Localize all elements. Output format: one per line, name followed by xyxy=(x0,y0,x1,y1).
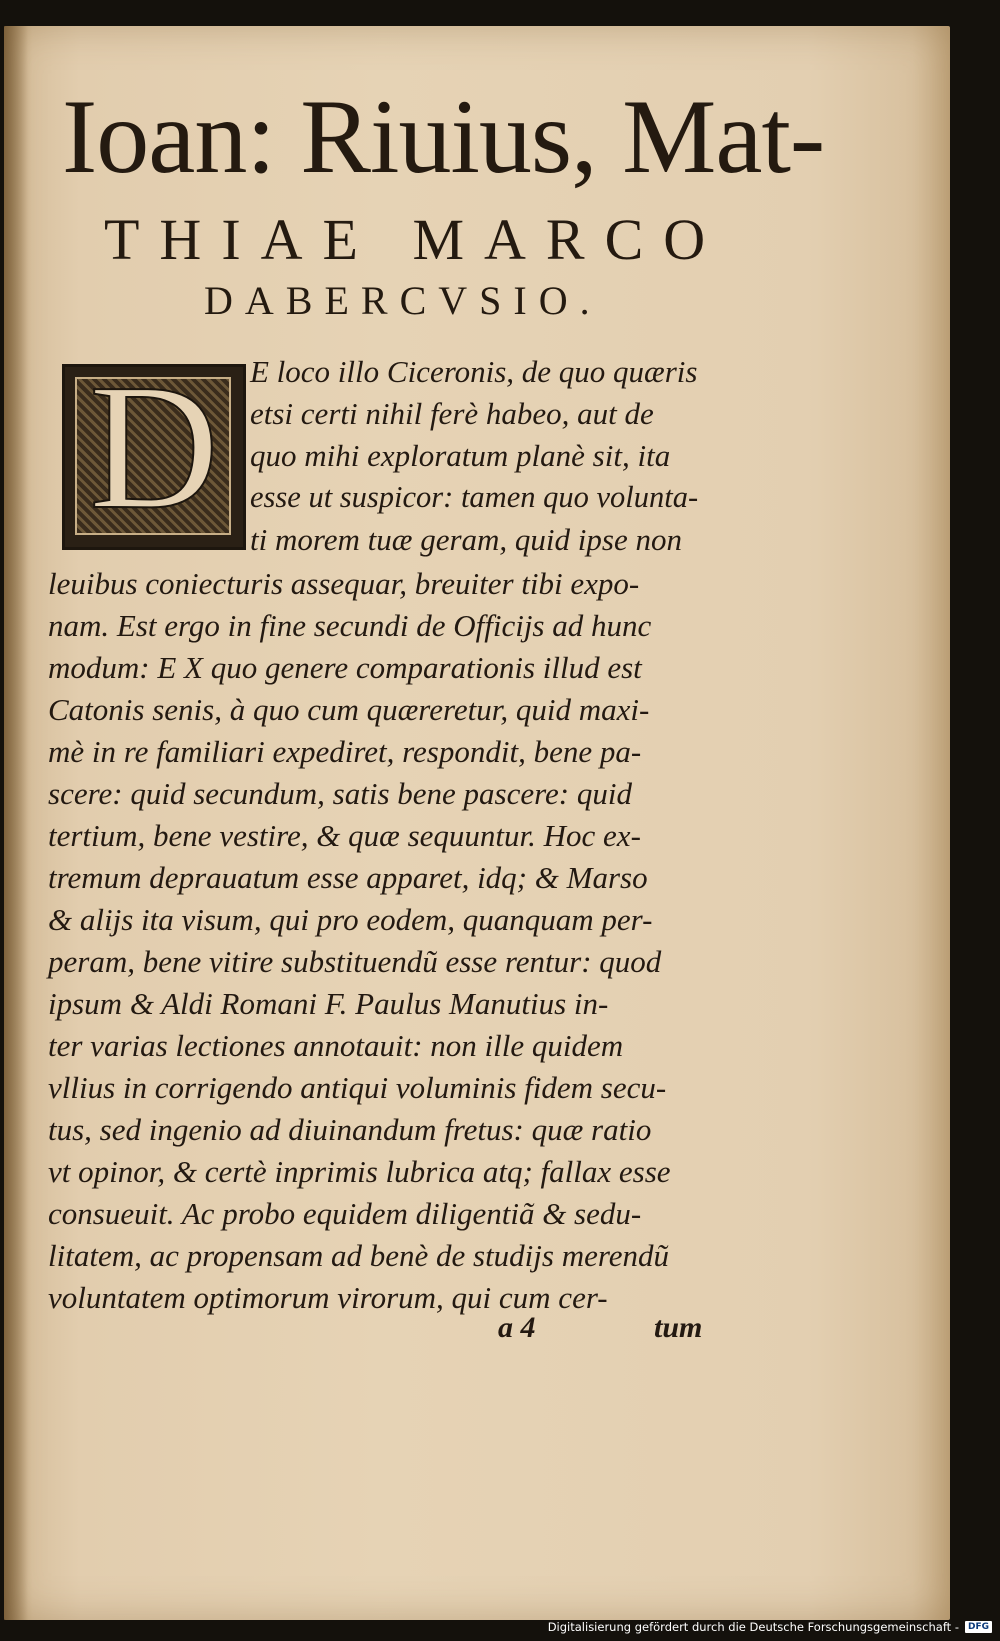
page-subtitle: THIAE MARCO xyxy=(104,207,726,272)
page-subtitle-2: DABERCVSIO. xyxy=(204,278,602,323)
book-page xyxy=(4,26,950,1620)
text-line: voluntatem optimorum virorum, qui cum cer- xyxy=(48,1280,608,1315)
text-line: mè in re familiari expediret, respondit, bene pa- xyxy=(48,734,642,769)
text-line: etsi certi nihil ferè habeo, aut de xyxy=(250,396,654,431)
text-line: vt opinor, & certè inprimis lubrica atq; fallax esse xyxy=(48,1154,671,1189)
text-line: tertium, bene vestire, & quæ sequuntur. Hoc ex- xyxy=(48,818,641,853)
text-line: ter varias lectiones annotauit: non ille quidem xyxy=(48,1028,624,1063)
text-line: leuibus coniecturis assequar, breuiter tibi expo- xyxy=(48,566,640,601)
decorated-initial xyxy=(62,347,246,550)
text-line: tus, sed ingenio ad diuinandum fretus: quæ ratio xyxy=(48,1112,652,1147)
text-line: tremum deprauatum esse apparet, idq; & Marso xyxy=(48,860,648,895)
text-line: ti morem tuæ geram, quid ipse non xyxy=(250,522,682,557)
page-title: Ioan: Riuius, Mat- xyxy=(62,78,825,195)
text-line: consueuit. Ac probo equidem diligentiã & sedu- xyxy=(48,1196,642,1231)
text-line: & alijs ita visum, qui pro eodem, quanquam per- xyxy=(48,902,653,937)
text-line: litatem, ac propensam ad benè de studijs merendũ xyxy=(48,1238,670,1273)
text-line: nam. Est ergo in fine secundi de Officijs ad hunc xyxy=(48,608,652,643)
dfg-logo: DFG xyxy=(965,1621,992,1633)
text-line: E loco illo Ciceronis, de quo quæris xyxy=(250,354,698,389)
text-line: vllius in corrigendo antiqui voluminis fidem secu- xyxy=(48,1070,667,1105)
text-line: modum: E X quo genere comparationis illud est xyxy=(48,650,642,685)
catchword: tum xyxy=(654,1311,703,1344)
signature-mark: a 4 xyxy=(498,1311,536,1344)
text-line: quo mihi exploratum planè sit, ita xyxy=(250,438,671,473)
page-gutter-shadow xyxy=(4,26,28,1620)
footer-credit: Digitalisierung gefördert durch die Deutsche Forschungsgemeinschaft - xyxy=(547,1620,959,1634)
initial-letter: D xyxy=(89,347,219,546)
text-line: peram, bene vitire substituendũ esse rentur: quod xyxy=(48,944,662,979)
text-line: esse ut suspicor: tamen quo volunta- xyxy=(250,480,699,514)
text-line: Catonis senis, à quo cum quæreretur, quid maxi- xyxy=(48,692,650,727)
digitization-footer xyxy=(548,1617,992,1637)
text-line: scere: quid secundum, satis bene pascere: quid xyxy=(48,776,632,811)
text-line: ipsum & Aldi Romani F. Paulus Manutius in- xyxy=(48,986,609,1021)
